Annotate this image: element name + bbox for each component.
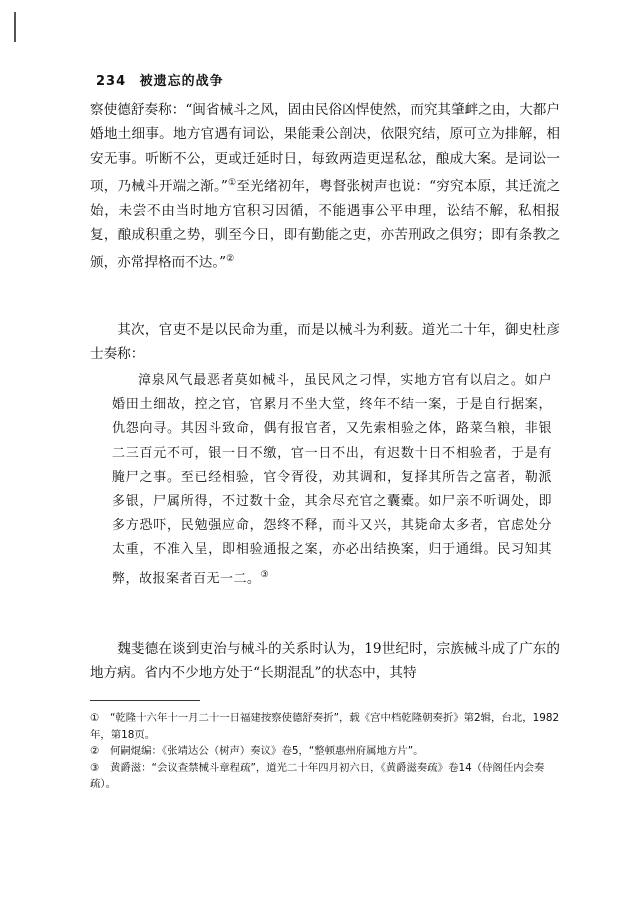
block-quote	[112, 369, 552, 591]
footnote-2	[90, 743, 560, 760]
body-paragraph-3	[90, 637, 560, 686]
footnote-ref-3: ③	[260, 569, 270, 580]
quote-text: 漳泉风气最恶者莫如械斗，虽民风之刁悍，实地方官有以启之。如户婚田土细故，控之官，官累月不坐大堂，终年不结一案，于是自行据案，仇怨向寻。其因斗致命，偶有报官者，又先索相验之体，路菜刍粮，非银二三百元不可，银一日不缴，官一日不出，有迟数十日不相验者，于是有腌尸之事。至已经相验，官令胥役，劝其调和，复择其所告之富者，勒派多银，尸属所得，不过数十金，其余尽充官之囊橐。如尸亲不听调处，即多方恐吓，民勉强应命，怨终不释，而斗又兴，其毙命太多者，官虑处分太重，不准入呈，即相验通报之案，亦必出结换案，归于通缉。民习知其弊，故报案者百无一二。	[112, 373, 552, 586]
footnote-3-text: 黄爵滋：“会议查禁械斗章程疏”，道光二十年四月初六日，《黄爵滋奏疏》卷14（侍阁任内会奏疏）。	[90, 761, 545, 790]
book-title: 被遗忘的战争	[139, 74, 224, 89]
body-paragraph-2	[90, 318, 560, 367]
footnote-1-mark: ①	[90, 712, 100, 724]
running-header	[96, 70, 224, 89]
footnote-1	[90, 710, 560, 743]
body-paragraph-1	[90, 98, 560, 275]
para1-continued: 至光绪初年，粤督张树声也说：“穷究本原，其迁流之始，未尝不由当时地方官积习因循，不能遇事公平申理，讼结不解，私相报复，酿成积重之势，驯至今日，即有勤能之吏，亦苦刑政之俱穷；即有条教之颁，亦常捍格而不达。”	[90, 178, 561, 271]
footnote-1-text: “乾隆十六年十一月二十一日福建按察使德舒奏折”，载《宫中档乾隆朝奏折》第2辑，台北，1982年，第18页。	[90, 712, 560, 741]
footnotes	[90, 710, 560, 793]
para2-text: 其次，官吏不是以民命为重，而是以械斗为利薮。道光二十年，御史杜彦士奏称：	[90, 322, 560, 363]
footnote-2-text: 何嗣焜编：《张靖达公（树声）奏议》卷5，“整顿惠州府属地方片”。	[110, 745, 424, 757]
scan-edge-mark	[14, 12, 16, 42]
footnote-3	[90, 760, 560, 793]
page-number: 234	[96, 74, 127, 89]
footnote-ref-1: ①	[227, 177, 237, 188]
footnote-ref-2: ②	[226, 254, 235, 265]
para1-text: 察使德舒奏称：“闽省械斗之风，固由民俗凶悍使然，而究其肇衅之由，大都户婚地土细事。地方官遇有词讼，果能秉公剖决，依限究结，原可立为排解，相安无事。听断不公，更或迁延时日，每致两造更逞私忿，酿成大案。是词讼一项，乃械斗开端之渐。”	[90, 102, 560, 195]
para3-text: 魏斐德在谈到吏治与械斗的关系时认为，19世纪时，宗族械斗成了广东的地方病。省内不少地方处于“长期混乱”的状态中，其特	[90, 641, 560, 682]
footnote-divider	[90, 700, 200, 701]
footnote-3-mark: ③	[90, 761, 100, 774]
footnote-2-mark: ②	[90, 745, 100, 757]
